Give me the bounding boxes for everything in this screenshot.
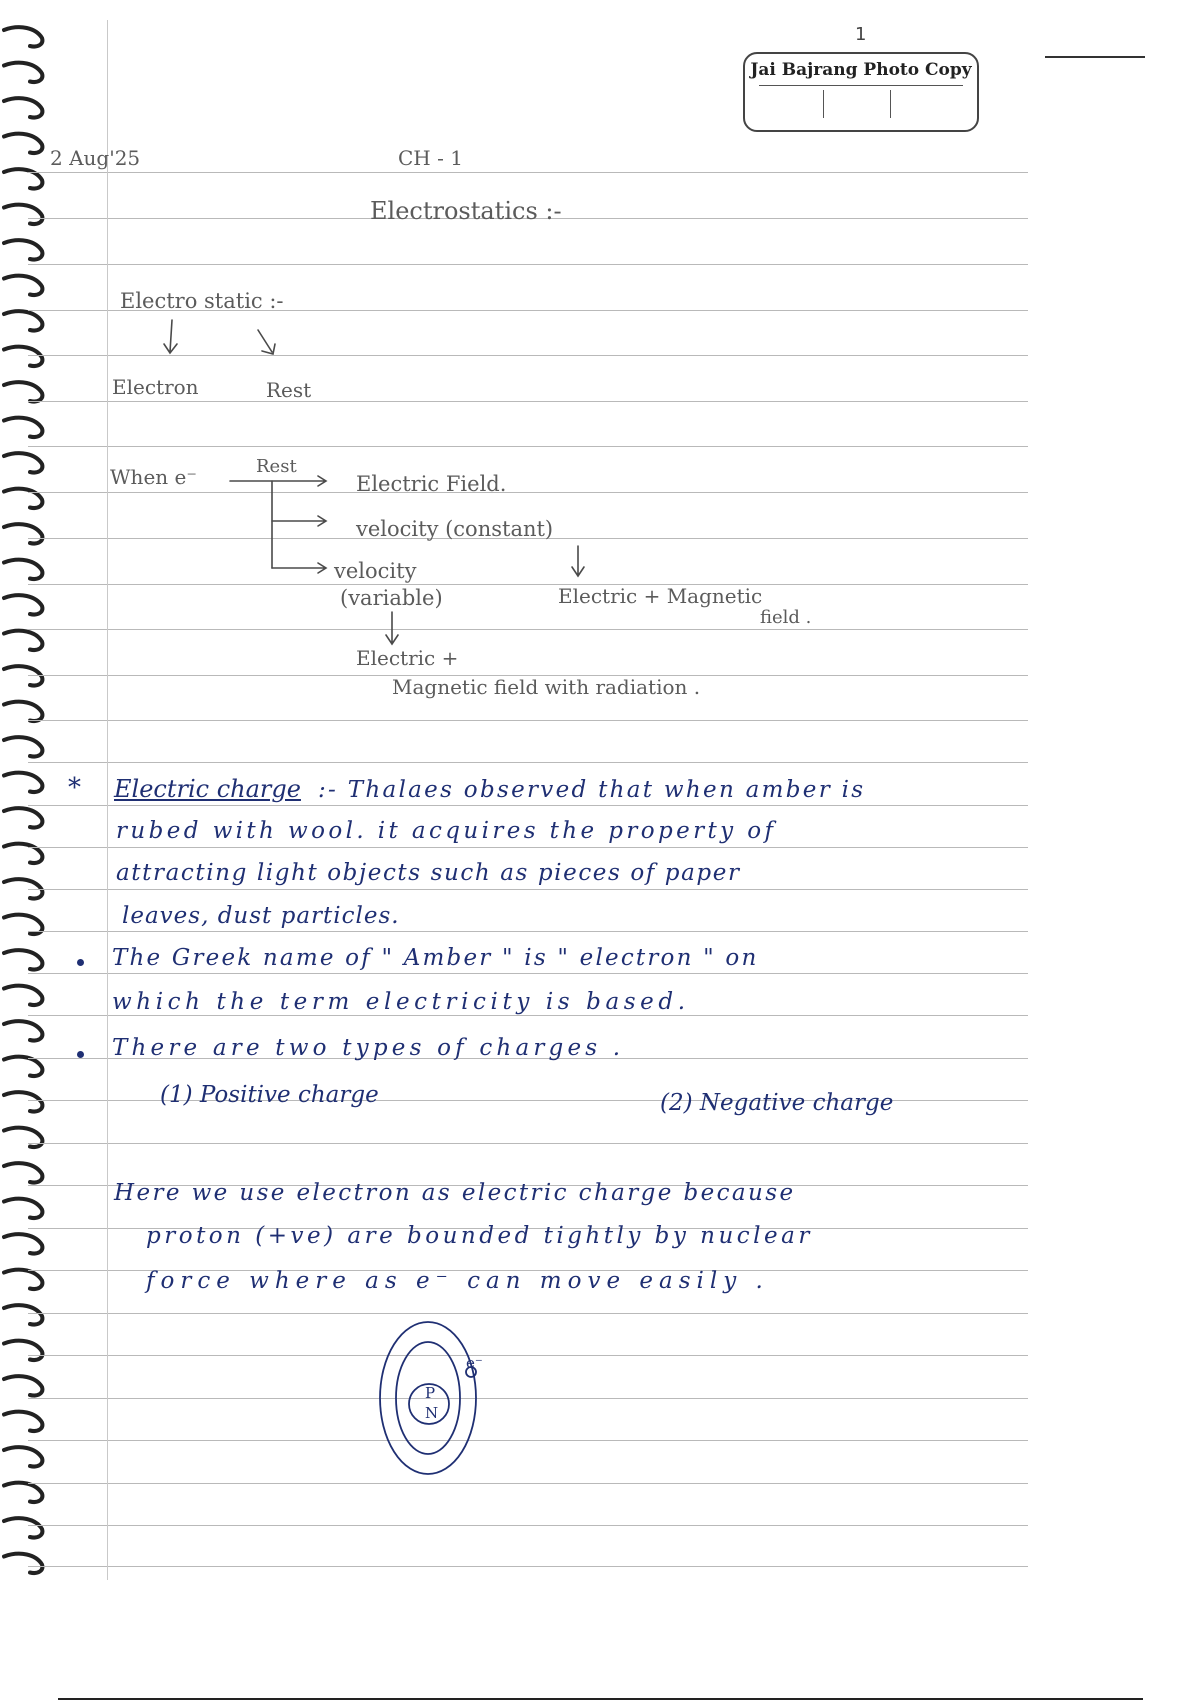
charge-type-positive: (1) Positive charge — [160, 1082, 379, 1108]
ruled-line — [28, 931, 1028, 932]
spiral-coil — [4, 98, 42, 117]
ruled-line — [28, 1355, 1028, 1356]
bullet-dot — [77, 1051, 84, 1058]
spiral-coil — [4, 631, 42, 650]
section-heading: Electric charge — [114, 775, 301, 803]
spiral-coil — [4, 1518, 42, 1537]
section-line-2: rubed with wool. it acquires the property of — [116, 818, 777, 844]
ruled-line — [28, 1143, 1028, 1144]
spiral-coil — [4, 702, 42, 721]
spiral-coil — [4, 347, 42, 366]
chapter-label: CH - 1 — [398, 146, 463, 170]
date: 2 Aug'25 — [50, 146, 141, 170]
result-radiation-2: Magnetic field with radiation . — [392, 675, 701, 699]
electron-label: Electron — [112, 375, 199, 399]
spiral-coil — [4, 560, 42, 579]
spiral-coil — [4, 1376, 42, 1395]
electrostatic-root: Electro static :- — [120, 289, 284, 313]
ruled-line — [28, 172, 1028, 173]
spiral-coil — [4, 950, 42, 969]
spiral-coil — [4, 205, 42, 224]
star-marker: * — [68, 773, 81, 803]
bullet1-line2: which the term electricity is based. — [112, 989, 690, 1015]
ruled-line — [28, 492, 1028, 493]
spiral-coil — [4, 1305, 42, 1324]
spiral-coil — [4, 808, 42, 827]
ruled-line — [28, 1015, 1028, 1016]
ruled-line — [28, 805, 1028, 806]
branch-variable: (variable) — [340, 586, 443, 610]
rest-arrow-label: Rest — [256, 456, 297, 477]
spiral-coil — [4, 1483, 42, 1502]
ruled-line — [28, 973, 1028, 974]
spiral-coil — [4, 63, 42, 82]
bullet2-line: There are two types of charges . — [112, 1035, 625, 1061]
page-title: Electrostatics :- — [370, 197, 562, 225]
bullet1-line1: The Greek name of " Amber " is " electron " on — [112, 945, 759, 971]
ruled-line — [28, 1566, 1028, 1567]
section-line-3: attracting light objects such as pieces of paper — [116, 860, 741, 886]
spiral-coil — [4, 1057, 42, 1076]
spiral-coil — [4, 737, 42, 756]
margin-line — [107, 20, 108, 1580]
ruled-line — [28, 1483, 1028, 1484]
para-line-3: force where as e⁻ can move easily . — [146, 1268, 769, 1294]
spiral-coil — [4, 595, 42, 614]
spiral-coil — [4, 773, 42, 792]
para-line-2: proton (+ve) are bounded tightly by nuclear — [146, 1223, 813, 1249]
photocopy-stamp — [743, 52, 979, 132]
ruled-line — [28, 1313, 1028, 1314]
spiral-coil — [4, 1270, 42, 1289]
corner-dash — [1045, 56, 1145, 58]
rest-label: Rest — [266, 378, 312, 402]
when-electron-label: When e⁻ — [110, 465, 197, 489]
ruled-line — [28, 446, 1028, 447]
section-line-4: leaves, dust particles. — [122, 903, 400, 929]
spiral-coil — [4, 418, 42, 437]
spiral-coil — [4, 1199, 42, 1218]
spiral-coil — [4, 1341, 42, 1360]
spiral-coil — [4, 524, 42, 543]
spiral-coil — [4, 1092, 42, 1111]
ruled-line — [28, 762, 1028, 763]
spiral-coil — [4, 1412, 42, 1431]
para-line-1: Here we use electron as electric charge because — [114, 1180, 796, 1206]
ruled-line — [28, 1440, 1028, 1441]
charge-type-negative: (2) Negative charge — [660, 1090, 894, 1116]
ruled-line — [28, 1525, 1028, 1526]
spiral-coil — [4, 382, 42, 401]
spiral-coil — [4, 1447, 42, 1466]
spiral-coil — [4, 453, 42, 472]
spiral-coil — [4, 1021, 42, 1040]
ruled-line — [28, 847, 1028, 848]
branch-velocity: velocity — [334, 559, 417, 583]
spiral-coil — [4, 1163, 42, 1182]
spiral-coil — [4, 240, 42, 259]
ruled-line — [28, 720, 1028, 721]
spiral-coil — [4, 1554, 42, 1573]
spiral-coil — [4, 986, 42, 1005]
section-line-1: :- Thalaes observed that when amber is — [318, 777, 866, 803]
atom-proton-label: P — [425, 1384, 436, 1402]
spiral-coil — [4, 311, 42, 330]
ruled-line — [28, 1398, 1028, 1399]
ruled-line — [28, 629, 1028, 630]
atom-neutron-label: N — [425, 1404, 439, 1422]
result-radiation-1: Electric + — [356, 646, 459, 670]
spiral-coil — [4, 134, 42, 153]
atom-electron-label: e⁻ — [466, 1354, 483, 1372]
result-em-field: Electric + Magnetic — [558, 584, 763, 608]
page-number: 1 — [855, 24, 867, 45]
spiral-coil — [4, 1234, 42, 1253]
ruled-line — [28, 355, 1028, 356]
spiral-coil — [4, 1128, 42, 1147]
ruled-line — [28, 264, 1028, 265]
spiral-coil — [4, 27, 42, 46]
stamp-text: Jai Bajrang Photo Copy — [750, 60, 972, 80]
result-em-field-2: field . — [760, 607, 812, 628]
bullet-dot — [77, 959, 84, 966]
ruled-line — [28, 584, 1028, 585]
branch-velocity-constant: velocity (constant) — [356, 517, 554, 541]
ruled-line — [28, 401, 1028, 402]
branch-electric-field: Electric Field. — [356, 472, 507, 496]
ruled-line — [28, 889, 1028, 890]
spiral-coil — [4, 276, 42, 295]
